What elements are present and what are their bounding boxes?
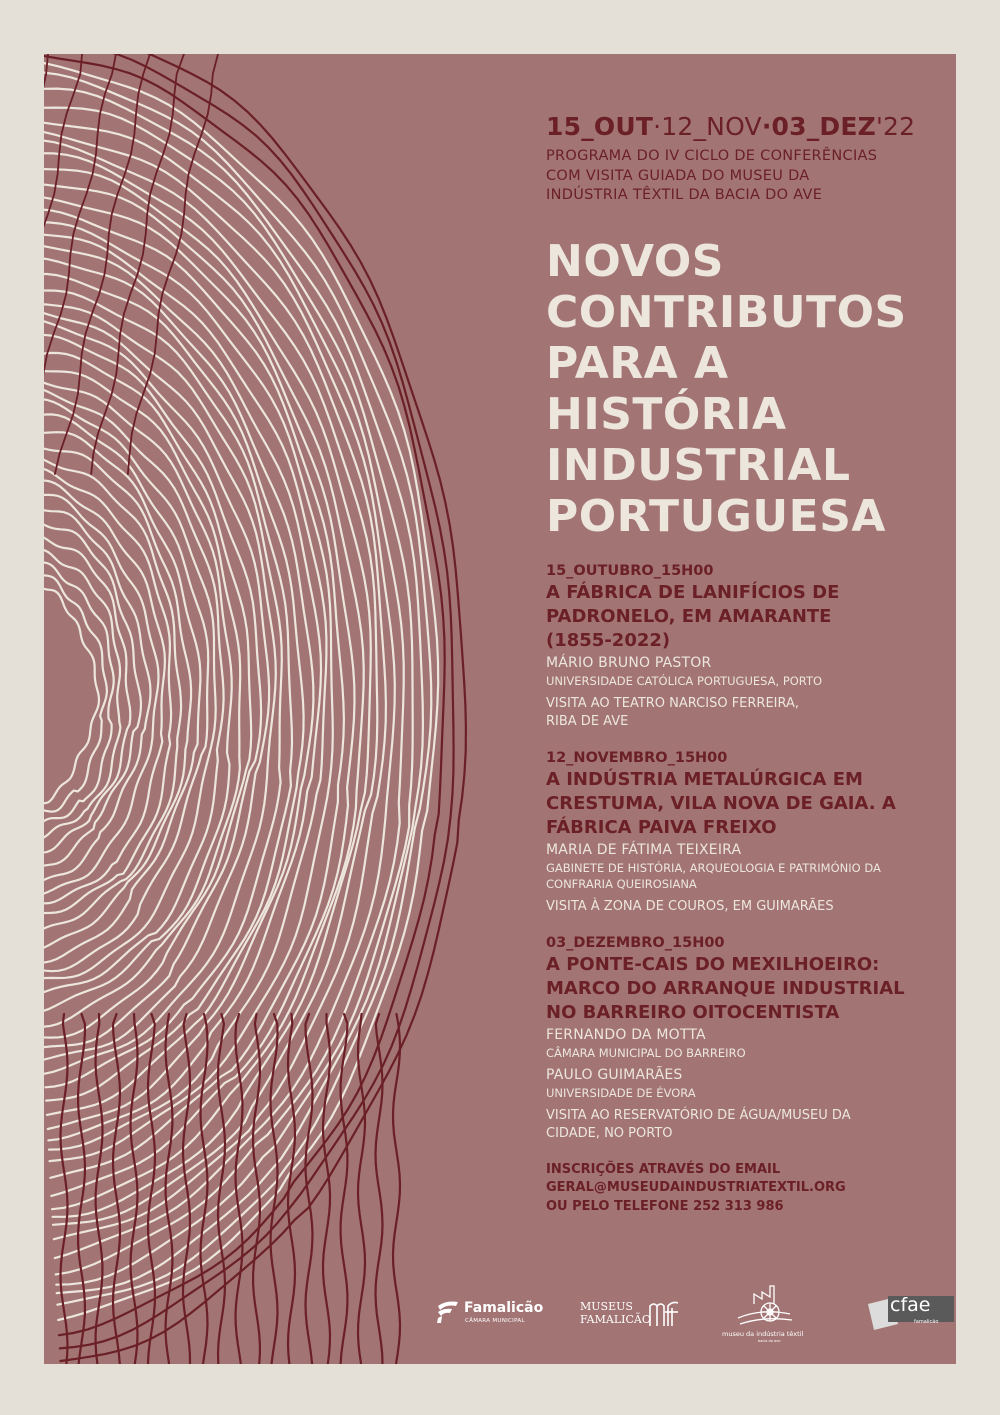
diagonal-strand-line (44, 54, 48, 474)
event-november (546, 749, 946, 916)
partner-logos (434, 1282, 939, 1343)
event-title-line: A INDÚSTRIA METALÚRGICA EM (546, 768, 863, 790)
guided-visit: VISITA À ZONA DE COUROS, EM GUIMARÃES (546, 898, 834, 914)
title-line: PARA A (546, 337, 729, 389)
wave-arc-line (44, 582, 99, 804)
event-date: 12_NOVEMBRO_15H00 (546, 749, 728, 766)
event-title (546, 581, 946, 653)
vertical-wave-line (183, 1014, 190, 1364)
title-line: PORTUGUESA (546, 490, 886, 542)
speaker-institution: CÂMARA MUNICIPAL DO BARREIRO (546, 1045, 746, 1060)
visit-line: CIDADE, NO PORTO (546, 1125, 673, 1141)
speaker-name: PAULO GUIMARÃES (546, 1066, 683, 1083)
programme-intro (546, 147, 946, 206)
museu-textil-logo-name: museu da indústria têxtil (722, 1330, 804, 1338)
content-column (546, 112, 946, 1216)
date-1: 15_OUT (546, 112, 654, 141)
speaker-institution (546, 860, 946, 892)
event-date: 15_OUTUBRO_15H00 (546, 562, 714, 579)
event-title (546, 953, 946, 1025)
event-december (546, 934, 946, 1143)
event-title-line: FÁBRICA PAIVA FREIXO (546, 816, 777, 838)
vertical-wave-line (358, 1014, 365, 1364)
guided-visit (546, 695, 946, 731)
intro-line: COM VISITA GUIADA DO MUSEU DA (546, 167, 810, 184)
speaker-institution: UNIVERSIDADE CATÓLICA PORTUGUESA, PORTO (546, 673, 823, 688)
title-line: HISTÓRIA (546, 388, 787, 440)
visit-line: VISITA AO TEATRO NARCISO FERREIRA, (546, 695, 800, 711)
cfae-logo-name: cfae (890, 1294, 931, 1316)
year: '22 (875, 112, 916, 141)
event-title-line: A FÁBRICA DE LANIFÍCIOS DE (546, 581, 840, 603)
famalicao-mark-icon (434, 1298, 460, 1324)
title-line: NOVOS (546, 235, 724, 287)
registration-line: INSCRIÇÕES ATRAVÉS DO EMAIL (546, 1161, 781, 1177)
speaker-name: FERNANDO DA MOTTA (546, 1026, 706, 1043)
event-title-line: (1855-2022) (546, 629, 671, 651)
wave-arc-line (44, 555, 114, 827)
speaker-institution: UNIVERSIDADE DE ÉVORA (546, 1085, 696, 1100)
wave-arc-line (44, 257, 313, 1129)
cfae-logo (866, 1292, 956, 1332)
vertical-wave-line (148, 1014, 155, 1364)
vertical-wave-line (201, 1014, 208, 1364)
speaker-name: MARIA DE FÁTIMA TEIXEIRA (546, 841, 742, 858)
famalicao-logo-name: Famalicão (464, 1300, 544, 1316)
museu-industria-textil-logo (722, 1282, 812, 1348)
vertical-wave-line (78, 1014, 85, 1364)
event-title-line: A PONTE-CAIS DO MEXILHOEIRO: (546, 953, 880, 975)
guided-visit (546, 1107, 946, 1143)
institution-line: CONFRARIA QUEIROSIANA (546, 876, 697, 891)
museus-mf-icon (648, 1300, 684, 1328)
registration-email[interactable]: GERAL@MUSEUDAINDUSTRIATEXTIL.ORG (546, 1180, 846, 1195)
event-date: 03_DEZEMBRO_15H00 (546, 934, 725, 951)
poster-title (546, 236, 946, 542)
separator: · (653, 112, 662, 141)
event-title (546, 768, 946, 840)
event-october (546, 562, 946, 731)
event-title-line: CRESTUMA, VILA NOVA DE GAIA. A (546, 792, 896, 814)
vertical-wave-line (393, 1014, 400, 1364)
intro-line: INDÚSTRIA TÊXTIL DA BACIA DO AVE (546, 187, 823, 203)
museus-famalicao-logo (580, 1298, 700, 1332)
vertical-wave-line (236, 1014, 243, 1364)
event-title-line: PADRONELO, EM AMARANTE (546, 605, 832, 627)
textile-factory-wheel-icon (732, 1282, 802, 1330)
wave-arc-line (44, 368, 240, 1027)
cfae-logo-sub: famalicão (914, 1319, 939, 1325)
event-title-line: NO BARREIRO OITOCENTISTA (546, 1001, 840, 1023)
separator: · (761, 112, 772, 141)
wave-arc-line (44, 274, 304, 1115)
vertical-wave-line (218, 1014, 225, 1364)
poster (44, 54, 956, 1364)
famalicao-logo-sub: CÂMARA MUNICIPAL (465, 1318, 525, 1324)
museu-textil-logo-sub: bacia do ave (758, 1339, 781, 1343)
institution-line: GABINETE DE HISTÓRIA, ARQUEOLOGIA E PATRIMÓNIO DA (546, 860, 881, 875)
wave-arc-line (44, 182, 364, 1209)
vertical-wave-line (376, 1014, 383, 1364)
event-dates (546, 112, 946, 141)
title-line: INDUSTRIAL (546, 439, 851, 491)
wave-arc-line (44, 291, 292, 1101)
registration-info (546, 1161, 946, 1217)
vertical-wave-line (61, 1014, 68, 1364)
registration-phone: OU PELO TELEFONE 252 313 986 (546, 1198, 784, 1214)
wave-arc-line (44, 232, 326, 1150)
wave-arc-line (44, 491, 158, 894)
date-3: 03_DEZ (771, 112, 876, 141)
wave-arc-line (44, 307, 276, 1073)
speaker-name: MÁRIO BRUNO PASTOR (546, 654, 712, 671)
intro-line: PROGRAMA DO IV CICLO DE CONFERÊNCIAS (546, 148, 878, 164)
event-title-line: MARCO DO ARRANQUE INDUSTRIAL (546, 977, 905, 999)
date-2: 12_NOV (661, 112, 762, 141)
title-line: CONTRIBUTOS (546, 286, 907, 338)
visit-line: RIBA DE AVE (546, 713, 629, 729)
museus-logo-line1: MUSEUS (580, 1300, 633, 1313)
visit-line: VISITA AO RESERVATÓRIO DE ÁGUA/MUSEU DA (546, 1107, 851, 1123)
museus-logo-line2: FAMALICÃO (580, 1313, 651, 1326)
